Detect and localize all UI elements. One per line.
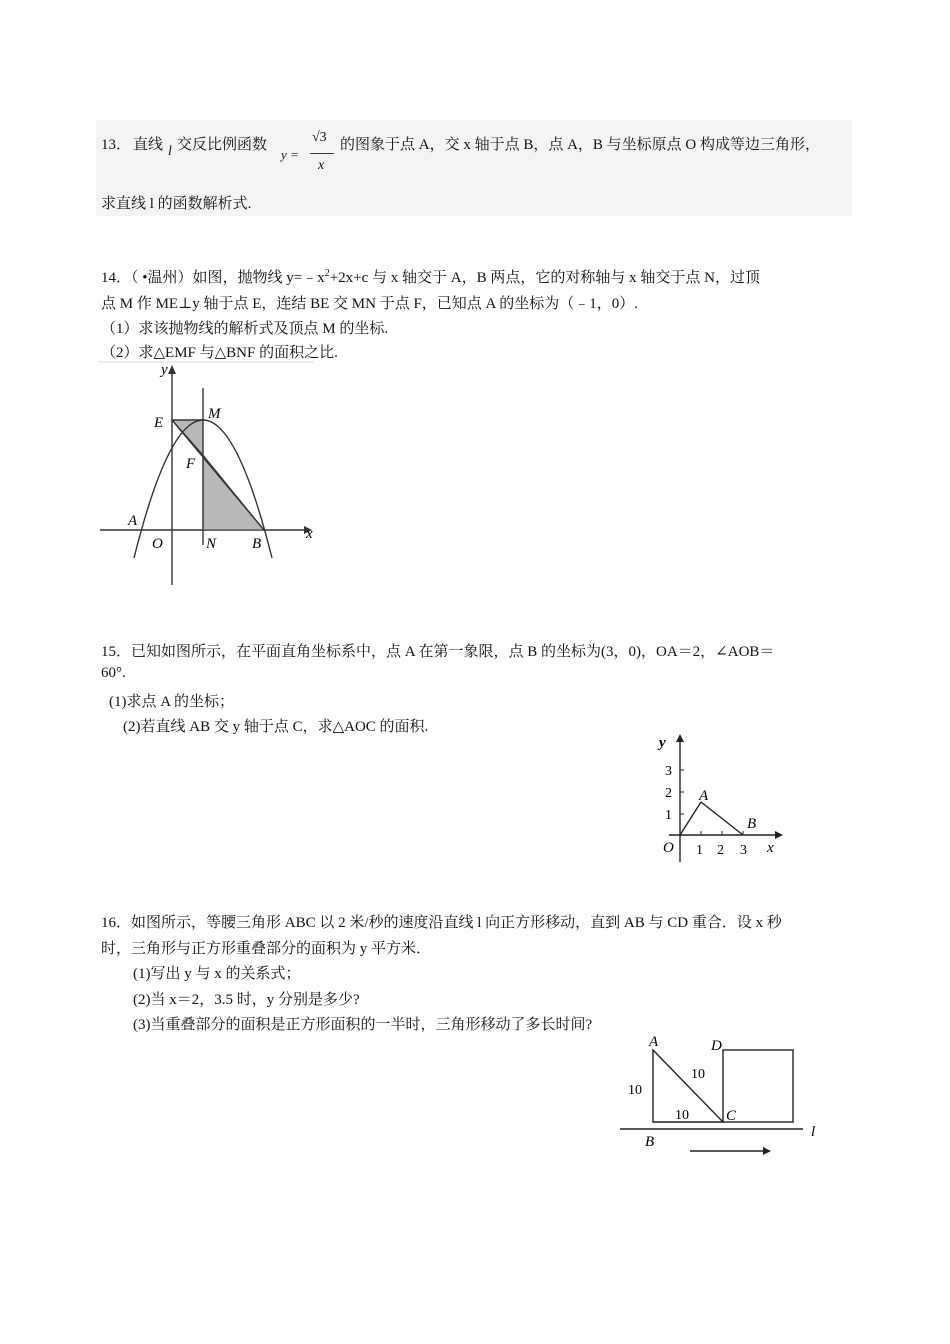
q16-label-base: 10	[675, 1108, 689, 1123]
q14-label-f: F	[186, 456, 196, 472]
q15-label-a: A	[699, 788, 709, 804]
q15-label-b: B	[747, 816, 757, 832]
q15-sub-1: (1)求点 A 的坐标；	[109, 694, 234, 710]
q15-segment-oa	[680, 802, 701, 835]
q15-x-axis-arrow	[775, 831, 783, 839]
q14-label-n: N	[206, 536, 217, 552]
q14-sub-2: （2）求△EMF 与△BNF 的面积之比.	[101, 345, 338, 361]
q15-label-x: x	[767, 840, 774, 856]
q14-label-y: y	[161, 362, 168, 378]
q14-label-o: O	[152, 536, 163, 552]
q14-label-e: E	[154, 415, 164, 431]
q15-y-tick-label-3: 3	[665, 764, 672, 779]
q16-line-2: 时，三角形与正方形重叠部分的面积为 y 平方米．	[101, 941, 432, 957]
q16-direction-arrowhead	[763, 1147, 771, 1155]
q15-coordinate-figure	[645, 730, 785, 865]
q15-y-axis-arrow	[676, 734, 684, 742]
q16-label-b: B	[645, 1134, 655, 1150]
q15-x-tick-label-1: 1	[696, 843, 703, 858]
q14-sub-1: （1）求该抛物线的解析式及顶点 M 的坐标.	[101, 321, 389, 337]
q14-line-1	[101, 266, 760, 287]
q14-line-1b: +2x+c 与 x 轴交于 A，B 两点，它的对称轴与 x 轴交于点 N，过顶	[329, 270, 760, 286]
q13-text-2: 交反比例函数	[177, 137, 268, 153]
q15-line-2: 60°.	[101, 665, 126, 681]
q14-exponent: 2	[324, 268, 330, 279]
q16-label-left-side: 10	[628, 1083, 642, 1098]
q13-number: 13．	[101, 137, 132, 153]
q14-parabola-figure	[96, 360, 326, 590]
q14-label-m: M	[208, 406, 221, 422]
q16-line-1: 16．如图所示，等腰三角形 ABC 以 2 米/秒的速度沿直线 l 向正方形移动，直到 AB 与 CD 重合．设 x 秒	[101, 915, 782, 931]
q14-label-b: B	[252, 536, 262, 552]
q16-label-c: C	[726, 1108, 737, 1124]
q15-y-tick-label-2: 2	[665, 786, 672, 801]
q16-sub-1: (1)写出 y 与 x 的关系式；	[133, 966, 301, 982]
q13-formula-lhs: y =	[281, 147, 299, 162]
q15-y-tick-label-1: 1	[665, 808, 672, 823]
q14-line-1a: 14．（ •温州）如图，抛物线 y=﹣x	[101, 270, 325, 286]
q15-x-tick-label-2: 2	[717, 843, 724, 858]
q14-label-x: x	[306, 526, 313, 542]
q16-label-d: D	[711, 1038, 722, 1054]
q16-sub-2: (2)当 x＝2，3.5 时，y 分别是多少?	[133, 992, 360, 1008]
q15-line-1: 15．已知如图所示，在平面直角坐标系中，点 A 在第一象限，点 B 的坐标为(3，0)，OA＝2，∠AOB＝	[101, 644, 775, 660]
q15-x-tick-label-3: 3	[740, 843, 747, 858]
q13-line-2: 求直线 l 的函数解析式.	[101, 196, 252, 212]
q16-label-a: A	[649, 1034, 659, 1050]
q15-label-y: y	[659, 735, 666, 751]
q13-fraction-bar	[310, 153, 334, 154]
q15-label-o: O	[663, 840, 674, 856]
q14-label-a: A	[128, 513, 138, 529]
q13-formula-numerator: √3	[312, 130, 327, 145]
q16-triangle-square-figure	[615, 1030, 830, 1160]
q16-label-l: l	[811, 1124, 816, 1140]
q15-segment-ab	[701, 802, 743, 835]
q13-text-3: 的图象于点 A，交 x 轴于点 B，点 A，B 与坐标原点 O 构成等边三角形，	[340, 137, 821, 153]
q13-line-symbol: l	[168, 144, 172, 159]
q15-sub-2: (2)若直线 AB 交 y 轴于点 C，求△AOC 的面积.	[123, 719, 429, 735]
q14-line-2: 点 M 作 ME⊥y 轴于点 E，连结 BE 交 MN 于点 F，已知点 A 的坐标为（﹣1，0）.	[101, 296, 639, 312]
q16-sub-3: (3)当重叠部分的面积是正方形面积的一半时，三角形移动了多长时间?	[133, 1017, 593, 1033]
q16-label-hypotenuse: 10	[691, 1067, 705, 1082]
q13-formula-denominator: x	[318, 158, 325, 173]
q13-text-1: 直线	[133, 137, 164, 153]
q14-y-axis-arrow	[168, 365, 176, 374]
